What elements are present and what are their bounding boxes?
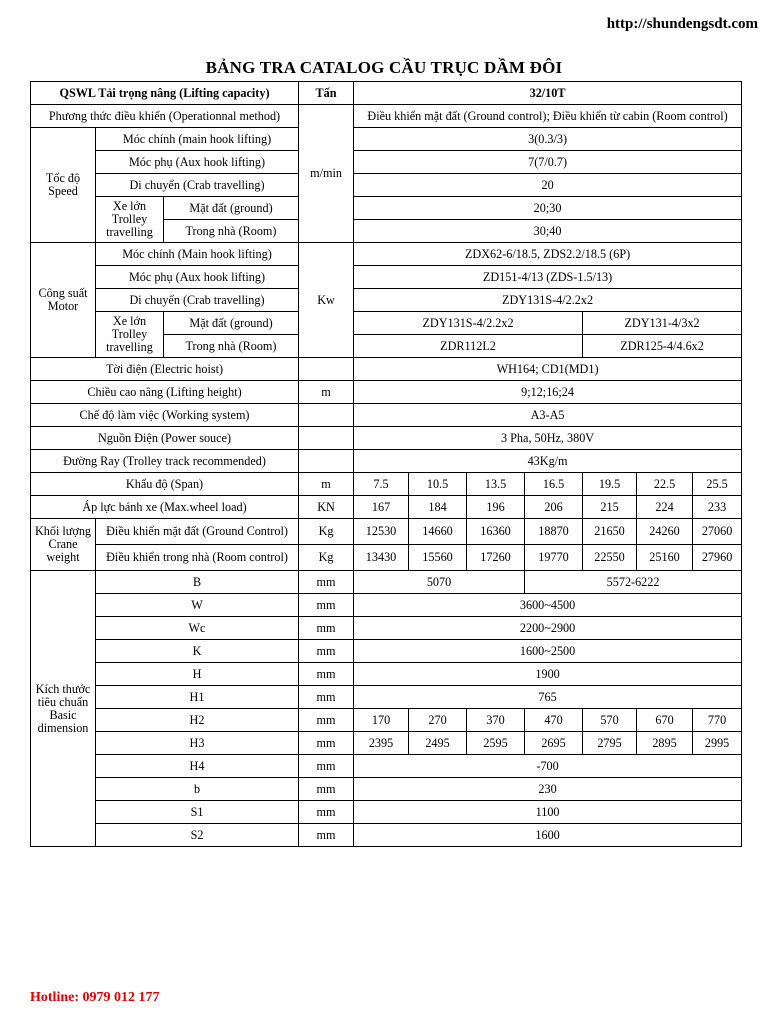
motor-group-label: Công suất Motor bbox=[31, 243, 96, 358]
dim-H3-value: 2595 bbox=[467, 732, 525, 755]
hoist-label: Tời điện (Electric hoist) bbox=[31, 358, 299, 381]
span-row bbox=[31, 473, 742, 496]
motor-crab-row bbox=[31, 289, 742, 312]
dim-H3-label: H3 bbox=[96, 732, 299, 755]
motor-room-value-b: ZDR125-4/4.6x2 bbox=[583, 335, 742, 358]
dim-H4-unit: mm bbox=[299, 755, 354, 778]
track-unit bbox=[299, 450, 354, 473]
dim-H2-value: 570 bbox=[583, 709, 637, 732]
hoist-row bbox=[31, 358, 742, 381]
motor-main-hook-row bbox=[31, 243, 742, 266]
working-system-unit bbox=[299, 404, 354, 427]
speed-aux-hook-label: Móc phụ (Aux hook lifting) bbox=[96, 151, 299, 174]
weight-ground-value: 24260 bbox=[637, 519, 693, 545]
hotline: Hotline: 0979 012 177 bbox=[30, 990, 160, 1005]
speed-main-hook-row bbox=[31, 128, 742, 151]
wheel-load-unit: KN bbox=[299, 496, 354, 519]
weight-ground-value: 18870 bbox=[525, 519, 583, 545]
dim-H3-row bbox=[31, 732, 742, 755]
dim-H3-value: 2895 bbox=[637, 732, 693, 755]
dim-B-row bbox=[31, 571, 742, 594]
dim-S2-value: 1600 bbox=[354, 824, 742, 847]
dim-H2-value: 370 bbox=[467, 709, 525, 732]
dim-S1-unit: mm bbox=[299, 801, 354, 824]
track-label: Đường Ray (Trolley track recommended) bbox=[31, 450, 299, 473]
weight-ground-row bbox=[31, 519, 742, 545]
lifting-height-label: Chiều cao nâng (Lifting height) bbox=[31, 381, 299, 404]
power-label: Nguồn Điện (Power souce) bbox=[31, 427, 299, 450]
catalog-table bbox=[30, 81, 742, 847]
dim-b-value: 230 bbox=[354, 778, 742, 801]
speed-main-hook-label: Móc chính (main hook lifting) bbox=[96, 128, 299, 151]
weight-room-unit: Kg bbox=[299, 545, 354, 571]
wheel-load-value: 233 bbox=[693, 496, 742, 519]
dim-B-value-a: 5070 bbox=[354, 571, 525, 594]
speed-aux-hook-value: 7(7/0.7) bbox=[354, 151, 742, 174]
span-value: 25.5 bbox=[693, 473, 742, 496]
operation-value: Điều khiển mặt đất (Ground control); Điều khiển từ cabin (Room control) bbox=[354, 105, 742, 128]
header-row bbox=[31, 82, 742, 105]
lifting-height-value: 9;12;16;24 bbox=[354, 381, 742, 404]
weight-ground-value: 12530 bbox=[354, 519, 409, 545]
dim-K-label: K bbox=[96, 640, 299, 663]
dim-Wc-unit: mm bbox=[299, 617, 354, 640]
dim-Wc-value: 2200~2900 bbox=[354, 617, 742, 640]
working-system-row bbox=[31, 404, 742, 427]
motor-aux-hook-value: ZD151-4/13 (ZDS-1.5/13) bbox=[354, 266, 742, 289]
track-row bbox=[31, 450, 742, 473]
operation-row bbox=[31, 105, 742, 128]
motor-room-label: Trong nhà (Room) bbox=[164, 335, 299, 358]
working-system-label: Chế độ làm việc (Working system) bbox=[31, 404, 299, 427]
dim-H1-value: 765 bbox=[354, 686, 742, 709]
dimension-group-label: Kích thước tiêu chuẩn Basic dimension bbox=[31, 571, 96, 847]
dim-H2-row bbox=[31, 709, 742, 732]
motor-main-hook-label: Móc chính (Main hook lifting) bbox=[96, 243, 299, 266]
power-row bbox=[31, 427, 742, 450]
header-label: QSWL Tải trọng nâng (Lifting capacity) bbox=[31, 82, 299, 105]
span-value: 19.5 bbox=[583, 473, 637, 496]
weight-room-value: 27960 bbox=[693, 545, 742, 571]
dim-S1-label: S1 bbox=[96, 801, 299, 824]
dim-b-row bbox=[31, 778, 742, 801]
dim-H4-label: H4 bbox=[96, 755, 299, 778]
dim-H1-label: H1 bbox=[96, 686, 299, 709]
speed-ground-value: 20;30 bbox=[354, 197, 742, 220]
speed-unit: m/min bbox=[299, 105, 354, 243]
weight-room-value: 25160 bbox=[637, 545, 693, 571]
dim-H1-unit: mm bbox=[299, 686, 354, 709]
header-unit: Tấn bbox=[299, 82, 354, 105]
lifting-height-unit: m bbox=[299, 381, 354, 404]
hoist-value: WH164; CD1(MD1) bbox=[354, 358, 742, 381]
dim-H-value: 1900 bbox=[354, 663, 742, 686]
working-system-value: A3-A5 bbox=[354, 404, 742, 427]
speed-room-value: 30;40 bbox=[354, 220, 742, 243]
wheel-load-label: Áp lực bánh xe (Max.wheel load) bbox=[31, 496, 299, 519]
dim-H3-value: 2395 bbox=[354, 732, 409, 755]
motor-ground-label: Mặt đất (ground) bbox=[164, 312, 299, 335]
wheel-load-value: 215 bbox=[583, 496, 637, 519]
dim-S2-row bbox=[31, 824, 742, 847]
dim-H2-value: 170 bbox=[354, 709, 409, 732]
motor-ground-value-b: ZDY131-4/3x2 bbox=[583, 312, 742, 335]
span-value: 7.5 bbox=[354, 473, 409, 496]
weight-ground-value: 16360 bbox=[467, 519, 525, 545]
wheel-load-value: 206 bbox=[525, 496, 583, 519]
weight-ground-value: 14660 bbox=[409, 519, 467, 545]
weight-ground-unit: Kg bbox=[299, 519, 354, 545]
dim-H3-value: 2495 bbox=[409, 732, 467, 755]
motor-main-hook-value: ZDX62-6/18.5, ZDS2.2/18.5 (6P) bbox=[354, 243, 742, 266]
dim-H2-value: 670 bbox=[637, 709, 693, 732]
dim-H2-unit: mm bbox=[299, 709, 354, 732]
track-value: 43Kg/m bbox=[354, 450, 742, 473]
motor-aux-hook-label: Móc phụ (Aux hook lifting) bbox=[96, 266, 299, 289]
dim-S1-row bbox=[31, 801, 742, 824]
page-title: BẢNG TRA CATALOG CẦU TRỤC DẦM ĐÔI bbox=[205, 58, 563, 77]
dim-H-unit: mm bbox=[299, 663, 354, 686]
power-value: 3 Pha, 50Hz, 380V bbox=[354, 427, 742, 450]
motor-room-value-a: ZDR112L2 bbox=[354, 335, 583, 358]
speed-group-label: Tốc độ Speed bbox=[31, 128, 96, 243]
weight-room-value: 15560 bbox=[409, 545, 467, 571]
dim-W-unit: mm bbox=[299, 594, 354, 617]
wheel-load-value: 184 bbox=[409, 496, 467, 519]
dim-S2-unit: mm bbox=[299, 824, 354, 847]
operation-label: Phương thức điều khiển (Operationnal method) bbox=[31, 105, 299, 128]
dim-H2-value: 270 bbox=[409, 709, 467, 732]
dim-B-label: B bbox=[96, 571, 299, 594]
motor-unit: Kw bbox=[299, 243, 354, 358]
dim-B-value-b: 5572-6222 bbox=[525, 571, 742, 594]
motor-trolley-label: Xe lớn Trolley travelling bbox=[96, 312, 164, 358]
dim-H3-unit: mm bbox=[299, 732, 354, 755]
dim-B-unit: mm bbox=[299, 571, 354, 594]
dim-K-value: 1600~2500 bbox=[354, 640, 742, 663]
power-unit bbox=[299, 427, 354, 450]
dim-Wc-label: Wc bbox=[96, 617, 299, 640]
dim-H3-value: 2695 bbox=[525, 732, 583, 755]
dim-b-label: b bbox=[96, 778, 299, 801]
dim-H2-label: H2 bbox=[96, 709, 299, 732]
dim-K-unit: mm bbox=[299, 640, 354, 663]
dim-b-unit: mm bbox=[299, 778, 354, 801]
dim-W-value: 3600~4500 bbox=[354, 594, 742, 617]
hoist-unit bbox=[299, 358, 354, 381]
dim-Wc-row bbox=[31, 617, 742, 640]
span-value: 22.5 bbox=[637, 473, 693, 496]
span-value: 13.5 bbox=[467, 473, 525, 496]
dim-S1-value: 1100 bbox=[354, 801, 742, 824]
speed-aux-hook-row bbox=[31, 151, 742, 174]
weight-room-value: 22550 bbox=[583, 545, 637, 571]
motor-ground-value-a: ZDY131S-4/2.2x2 bbox=[354, 312, 583, 335]
wheel-load-row bbox=[31, 496, 742, 519]
span-label: Khẩu độ (Span) bbox=[31, 473, 299, 496]
speed-ground-label: Mặt đất (ground) bbox=[164, 197, 299, 220]
span-value: 10.5 bbox=[409, 473, 467, 496]
speed-crab-label: Di chuyển (Crab travelling) bbox=[96, 174, 299, 197]
weight-ground-value: 27060 bbox=[693, 519, 742, 545]
dim-K-row bbox=[31, 640, 742, 663]
dim-H2-value: 470 bbox=[525, 709, 583, 732]
dim-S2-label: S2 bbox=[96, 824, 299, 847]
weight-room-label: Điều khiển trong nhà (Room control) bbox=[96, 545, 299, 571]
wheel-load-value: 224 bbox=[637, 496, 693, 519]
dim-H1-row bbox=[31, 686, 742, 709]
dim-H3-value: 2995 bbox=[693, 732, 742, 755]
lifting-height-row bbox=[31, 381, 742, 404]
weight-ground-label: Điều khiển mặt đất (Ground Control) bbox=[96, 519, 299, 545]
dim-W-label: W bbox=[96, 594, 299, 617]
wheel-load-value: 196 bbox=[467, 496, 525, 519]
dim-H-row bbox=[31, 663, 742, 686]
website-url: http://shundengsdt.com bbox=[606, 16, 758, 32]
motor-aux-hook-row bbox=[31, 266, 742, 289]
dim-H4-value: -700 bbox=[354, 755, 742, 778]
speed-room-label: Trong nhà (Room) bbox=[164, 220, 299, 243]
weight-ground-value: 21650 bbox=[583, 519, 637, 545]
weight-room-value: 17260 bbox=[467, 545, 525, 571]
weight-room-value: 19770 bbox=[525, 545, 583, 571]
dim-H-label: H bbox=[96, 663, 299, 686]
motor-crab-value: ZDY131S-4/2.2x2 bbox=[354, 289, 742, 312]
speed-trolley-label: Xe lớn Trolley travelling bbox=[96, 197, 164, 243]
motor-crab-label: Di chuyển (Crab travelling) bbox=[96, 289, 299, 312]
speed-crab-value: 20 bbox=[354, 174, 742, 197]
wheel-load-value: 167 bbox=[354, 496, 409, 519]
span-value: 16.5 bbox=[525, 473, 583, 496]
speed-main-hook-value: 3(0.3/3) bbox=[354, 128, 742, 151]
dim-H4-row bbox=[31, 755, 742, 778]
header-value: 32/10T bbox=[354, 82, 742, 105]
motor-ground-row bbox=[31, 312, 742, 335]
dim-H2-value: 770 bbox=[693, 709, 742, 732]
weight-group-label: Khối lượng Crane weight bbox=[31, 519, 96, 571]
dim-H3-value: 2795 bbox=[583, 732, 637, 755]
speed-crab-row bbox=[31, 174, 742, 197]
speed-ground-row bbox=[31, 197, 742, 220]
dim-W-row bbox=[31, 594, 742, 617]
weight-room-value: 13430 bbox=[354, 545, 409, 571]
span-unit: m bbox=[299, 473, 354, 496]
weight-room-row bbox=[31, 545, 742, 571]
